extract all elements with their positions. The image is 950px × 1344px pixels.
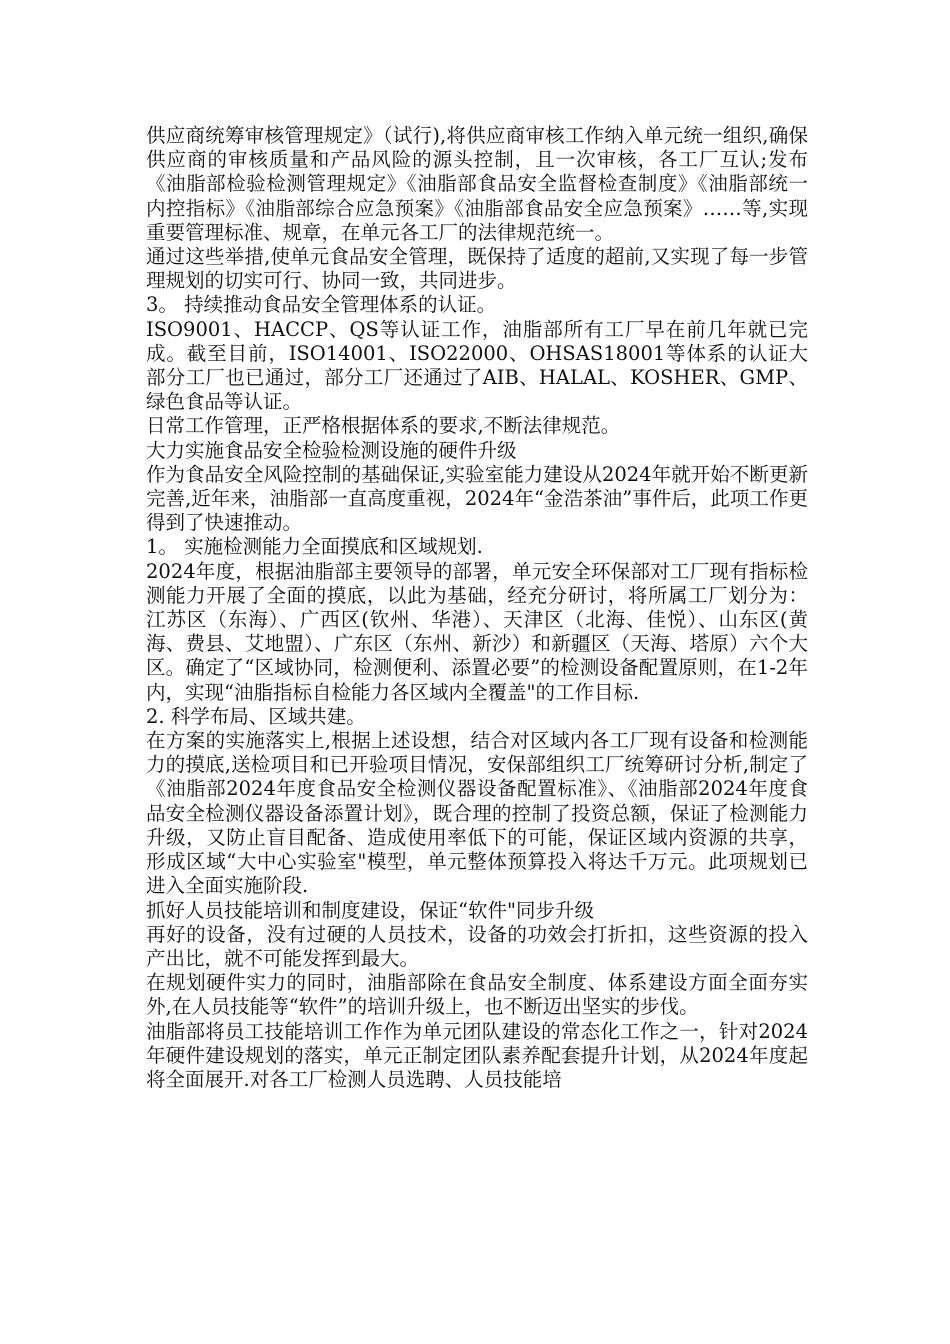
paragraph-daily-management: 日常工作管理，正严格根据体系的要求,不断法律规范。 bbox=[146, 414, 621, 438]
paragraph-implementation: 在方案的实施落实上,根据上述设想，结合对区域内各工厂现有设备和检测能力的摸底,送检项目和已开验项目情况，安保部组织工厂统筹研讨分析,制定了《油脂部2024年度食品安全检测仪器设备配置标准》、《油脂部2024年度食品安全检测仪器设备添置计划》，既合理的控制了投资总额，保证了检测能力升级，又防止盲目配备、造成使用率低下的可能，保证区域内资源的共享，形成区域“大中心实验室"模型，单元整体预算投入将达千万元。此项规划已进入全面实施阶段. bbox=[146, 729, 808, 898]
paragraph-equipment-personnel: 再好的设备，没有过硬的人员技术，设备的功效会打折扣，这些资源的投入产出比，就不可能发挥到最大。 bbox=[146, 922, 808, 970]
paragraph-measures-summary: 通过这些举措,使单元食品安全管理，既保持了适度的超前,又实现了每一步管理规划的切实可行、协同一致，共同进步。 bbox=[146, 245, 808, 293]
paragraph-regional-planning: 2024年度，根据油脂部主要领导的部署，单元安全环保部对工厂现有指标检测能力开展了全面的摸底，以此为基础，经充分研讨，将所属工厂划分为：江苏区（东海）、广西区(钦州、华港）、天津区（北海、佳悦）、山东区(黄海、费县、艾地盟）、广东区（东州、新沙）和新疆区（天海、塔原）六个大区。确定了“区域协同，检测便利、添置必要”的检测设备配置原则，在1-2年内，实现“油脂指标自检能力各区域内全覆盖"的工作目标. bbox=[146, 559, 808, 704]
paragraph-lab-capability: 作为食品安全风险控制的基础保证,实验室能力建设从2024年就开始不断更新完善,近年来，油脂部一直高度重视，2024年“金浩茶油”事件后，此项工作更得到了快速推动。 bbox=[146, 462, 808, 535]
heading-regional-planning: 1。 实施检测能力全面摸底和区域规划. bbox=[146, 535, 483, 559]
heading-training: 抓好人员技能培训和制度建设，保证“软件"同步升级 bbox=[146, 898, 594, 922]
paragraph-software-upgrade: 在规划硬件实力的同时，油脂部除在食品安全制度、体系建设方面全面夯实外,在人员技能等“软件”的培训升级上，也不断迈出坚实的步伐。 bbox=[146, 971, 808, 1019]
document-page bbox=[146, 124, 808, 1092]
heading-layout-sharing: 2. 科学布局、区域共建。 bbox=[146, 704, 366, 728]
heading-hardware-upgrade: 大力实施食品安全检验检测设施的硬件升级 bbox=[146, 438, 517, 462]
paragraph-training-plan: 油脂部将员工技能培训工作作为单元团队建设的常态化工作之一，针对2024年硬件建设规划的落实，单元正制定团队素养配套提升计划，从2024年度起将全面展开.对各工厂检测人员选聘、人员技能培 bbox=[146, 1019, 808, 1091]
paragraph-supplier-rules: 供应商统筹审核管理规定》（试行),将供应商审核工作纳入单元统一组织,确保供应商的审核质量和产品风险的源头控制，且一次审核，各工厂互认;发布《油脂部检验检测管理规定》《油脂部食品安全监督检查制度》《油脂部统一内控指标》《油脂部综合应急预案》《油脂部食品安全应急预案》……等,实现重要管理标准、规章，在单元各工厂的法律规范统一。 bbox=[146, 124, 808, 244]
heading-certification: 3。 持续推动食品安全管理体系的认证。 bbox=[146, 293, 497, 317]
paragraph-certifications: ISO9001、HACCP、QS等认证工作，油脂部所有工厂早在前几年就已完成。截至目前，ISO14001、ISO22000、OHSAS18001等体系的认证大部分工厂也已通过，部分工厂还通过了AIB、HALAL、KOSHER、GMP、绿色食品等认证。 bbox=[146, 317, 808, 414]
